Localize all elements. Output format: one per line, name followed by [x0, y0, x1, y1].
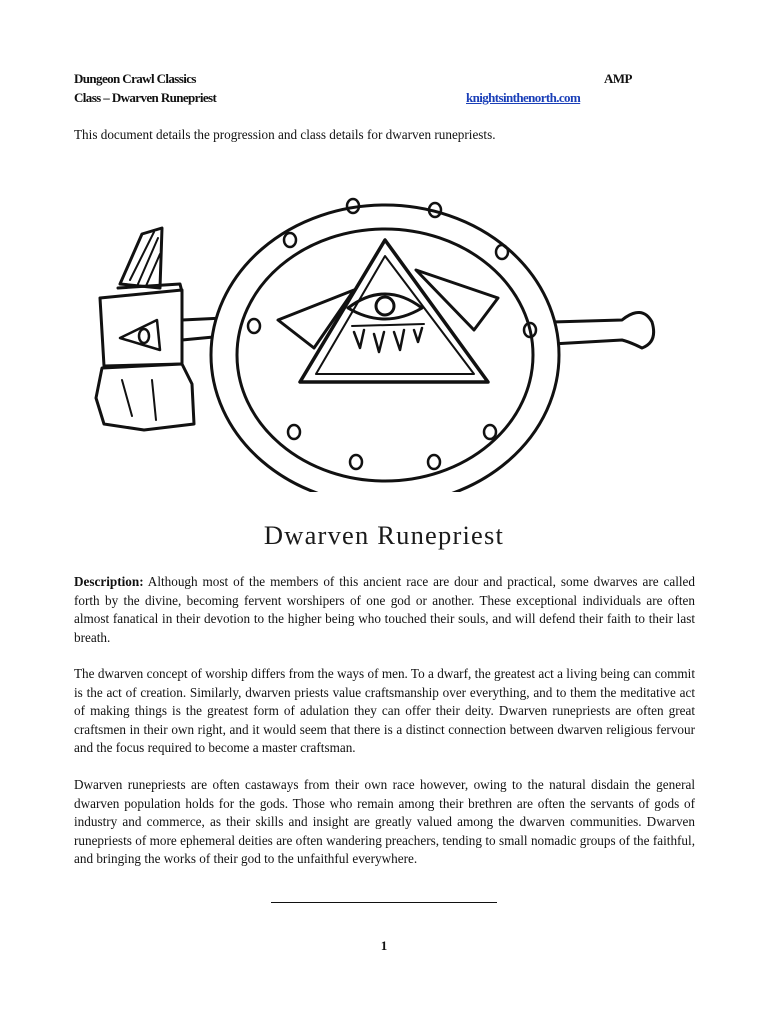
- body-paragraph: Dwarven runepriests are often castaways from their own race however, owing to the natural disdain the general dwarven population holds for the gods. Those who remain among their brethren are often the servants of gods of industry and commerce, as their skills and insight are greatly valued among the dwarven communities. Dwarven runepriests of more ephemeral deities are often wandering preachers, tending to small nomadic groups of the faithful, and bringing the works of their god to the unfaithful everywhere.: [74, 777, 695, 867]
- header-website-link[interactable]: knightsinthenorth.com: [466, 90, 581, 105]
- page-number: 1: [380, 938, 388, 953]
- document-title: Dwarven Runepriest: [263, 520, 505, 550]
- header-author: AMP: [604, 71, 632, 86]
- description-text: Although most of the members of this ancient race are dour and practical, some dwarves are called forth by the divine, becoming fervent worshipers of one god or another. These exceptional individuals are often almost fanatical in their devotion to the higher being who touched their souls, and will defend their faith to their last breath.: [74, 574, 695, 645]
- body-paragraph: The dwarven concept of worship differs from the ways of men. To a dwarf, the greatest act a living being can commit is the act of creation. Similarly, dwarven priests value craftsmanship over everything, and to them the meditative act of making things is the greatest form of adulation they can offer their deity. Dwarven runepriests are often great craftsmen in their own right, and it would seem that there is a distinct connection between dwarven religious fervour and the focus required to become a master craftsman.: [74, 666, 695, 756]
- header-class-line: Class – Dwarven Runepriest: [74, 90, 217, 105]
- description-paragraph: [74, 573, 695, 647]
- header-game-title: Dungeon Crawl Classics: [74, 71, 196, 86]
- footer-divider: [271, 902, 497, 903]
- description-label: Description:: [74, 574, 144, 589]
- runepriest-hammer-and-all-seeing-eye-shield-icon: [82, 180, 707, 492]
- intro-text: This document details the progression and class details for dwarven runepriests.: [74, 127, 496, 142]
